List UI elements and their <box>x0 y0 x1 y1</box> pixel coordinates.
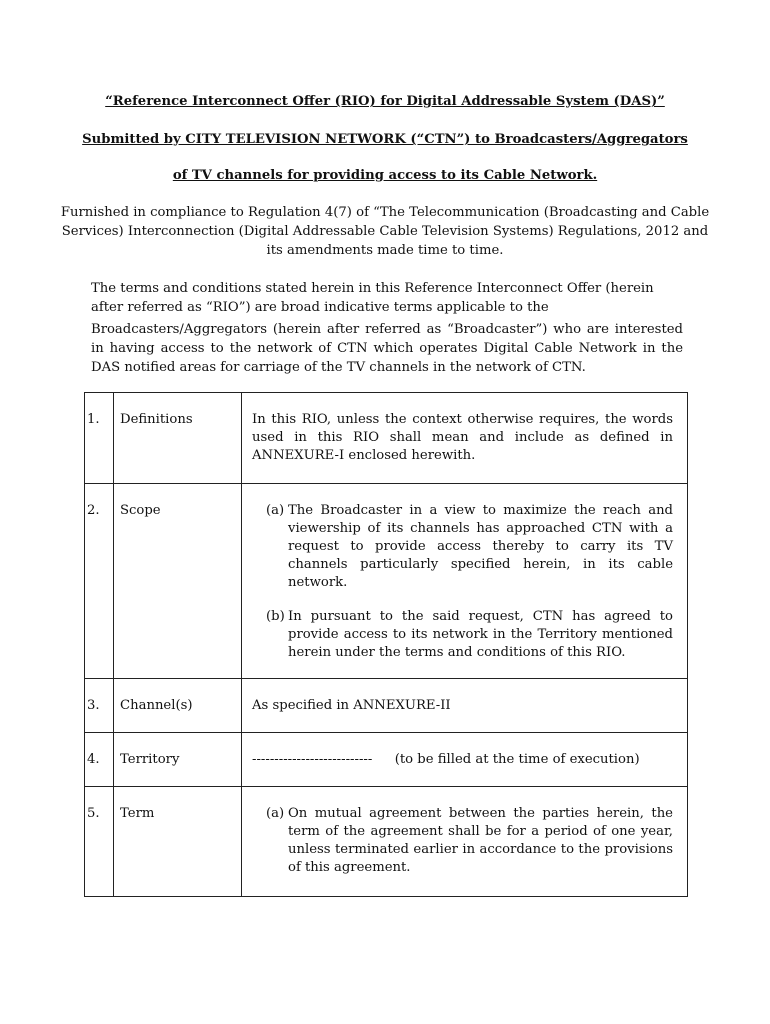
row-label: Territory <box>114 733 242 787</box>
row-content <box>242 484 688 679</box>
item-marker: (b) <box>266 609 285 624</box>
compliance-note: Furnished in compliance to Regulation 4(7) of “The Telecommunication (Broadcasting and Cable Services) Interconnection (Digital Addressable Cable Television Systems) Regulations, 2012 and its amendments made time to time. <box>60 205 710 258</box>
document-subtitle: Submitted by CITY TELEVISION NETWORK (“CTN”) to Broadcasters/Aggregators <box>82 132 688 147</box>
intro-paragraph-1: The terms and conditions stated herein in this Reference Interconnect Offer (herein after referred as “RIO”) are broad indicative terms applicable to the <box>91 281 654 315</box>
table-row-territory <box>85 733 688 787</box>
row-content: As specified in ANNEXURE-II <box>242 679 688 733</box>
item-marker: (a) <box>266 503 285 518</box>
row-number: 3. <box>85 679 114 733</box>
row-content: In this RIO, unless the context otherwise requires, the words used in this RIO shall mean and include as defined in ANNEXURE-I enclosed herewith. <box>242 393 688 484</box>
row-number: 2. <box>85 484 114 679</box>
row-number: 4. <box>85 733 114 787</box>
fill-note: (to be filled at the time of execution) <box>394 752 640 767</box>
row-content <box>242 733 688 787</box>
row-label: Term <box>114 787 242 897</box>
document-title: “Reference Interconnect Offer (RIO) for Digital Addressable System (DAS)” <box>105 94 665 109</box>
item-text: The Broadcaster in a view to maximize the reach and viewership of its channels has approached CTN with a request to provide access thereby to carry its TV channels particularly specified herein, in its cable network. <box>288 503 673 590</box>
list-item <box>266 502 673 592</box>
intro-paragraph-2: Broadcasters/Aggregators (herein after referred as “Broadcaster”) who are interested in having access to the network of CTN which operates Digital Cable Network in the DAS notified areas for carriage of the TV channels in the network of CTN. <box>91 322 683 375</box>
table-row-scope <box>85 484 688 679</box>
row-label: Scope <box>114 484 242 679</box>
terms-table <box>84 392 688 897</box>
list-item <box>266 608 673 662</box>
item-marker: (a) <box>266 806 285 821</box>
row-number: 1. <box>85 393 114 484</box>
list-item <box>266 805 673 877</box>
row-label: Definitions <box>114 393 242 484</box>
table-row-definitions <box>85 393 688 484</box>
row-content <box>242 787 688 897</box>
item-text: On mutual agreement between the parties herein, the term of the agreement shall be for a period of one year, unless terminated earlier in accordance to the provisions of this agreement. <box>288 806 673 875</box>
table-row-term <box>85 787 688 897</box>
blank-line: --------------------------- <box>252 752 373 767</box>
row-number: 5. <box>85 787 114 897</box>
row-label: Channel(s) <box>114 679 242 733</box>
item-text: In pursuant to the said request, CTN has agreed to provide access to its network in the Territory mentioned herein under the terms and conditions of this RIO. <box>288 609 673 660</box>
document-subtitle-continued: of TV channels for providing access to its Cable Network. <box>172 168 598 183</box>
table-row-channels <box>85 679 688 733</box>
